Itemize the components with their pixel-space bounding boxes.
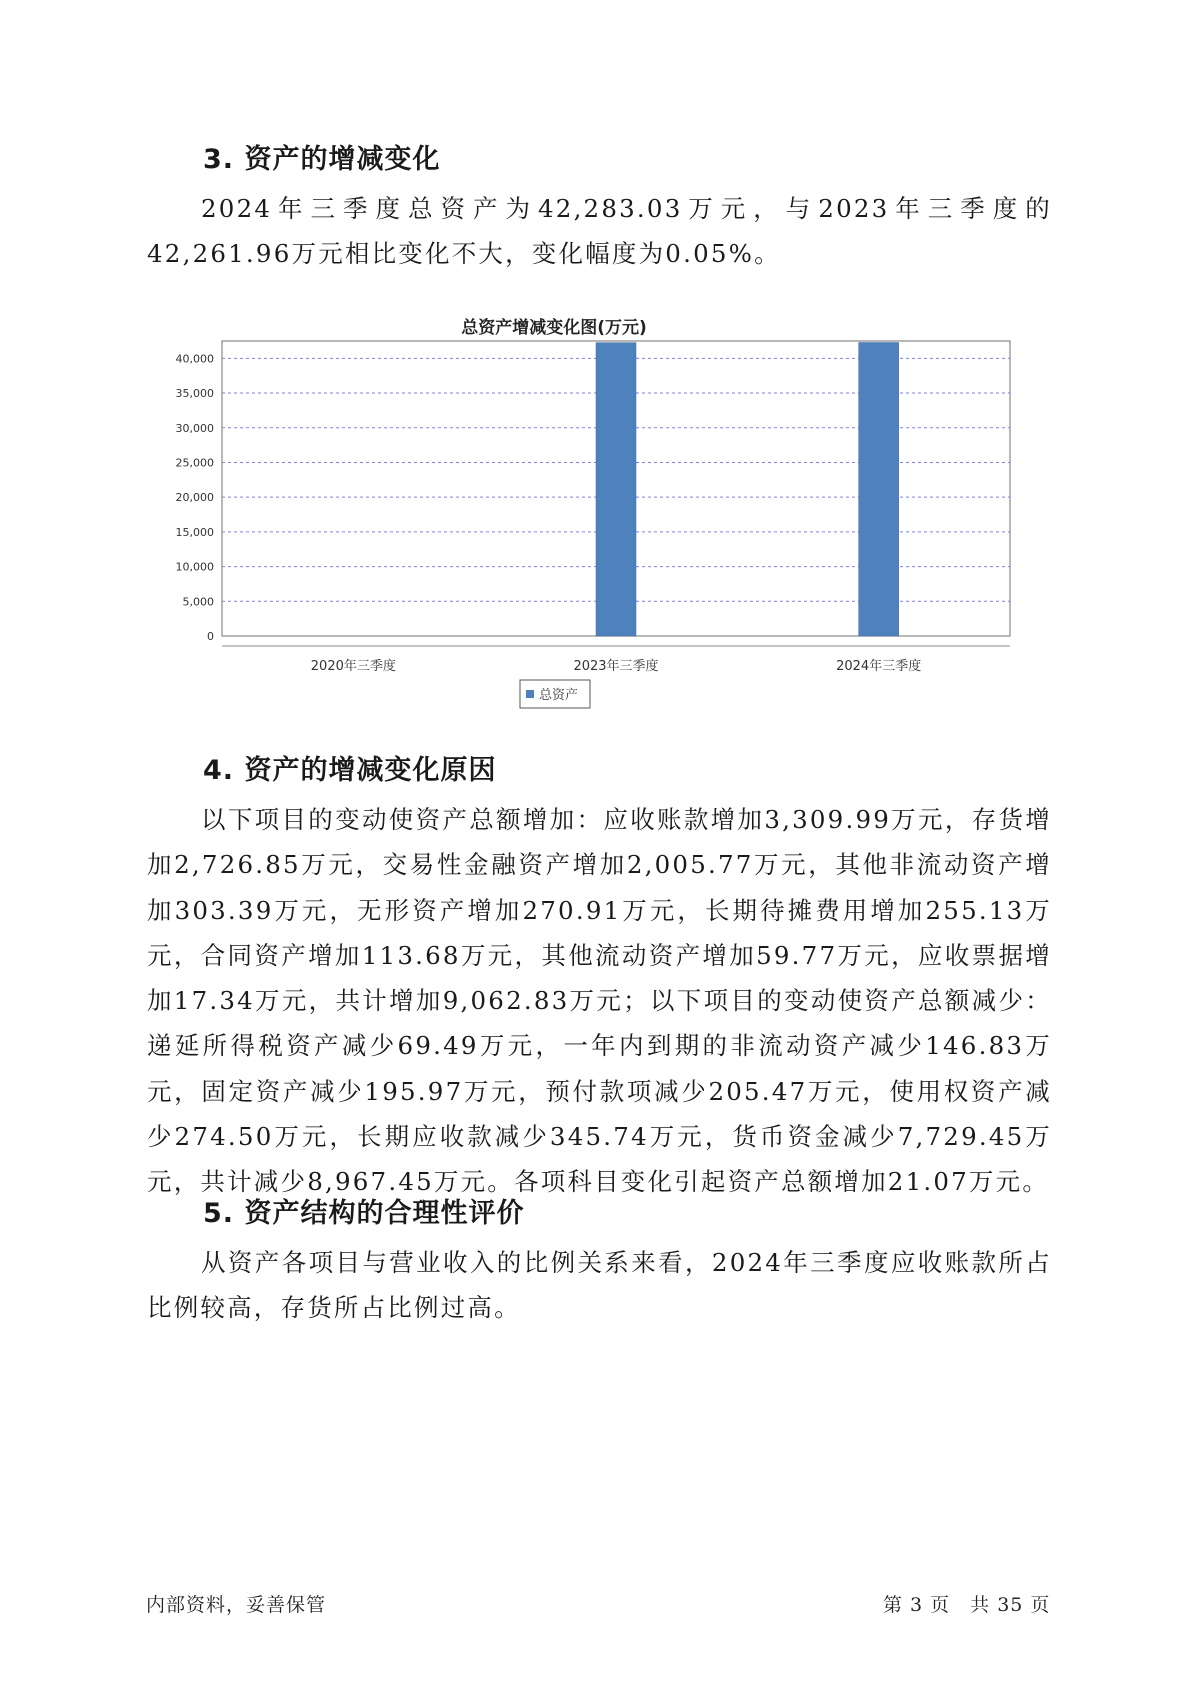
paragraph-change-reasons: 以下项目的变动使资产总额增加：应收账款增加3,309.99万元，存货增加2,726.85万元，交易性金融资产增加2,005.77万元，其他非流动资产增加303.39万元，无形资产增加270.91万元，长期待摊费用增加255.13万元，合同资产增加113.68万元，其他流动资产增加59.77万元，应收票据增加17.34万元，共计增加9,062.83万元；以下项目的变动使资产总额减少：递延所得税资产减少69.49万元，一年内到期的非流动资产减少146.83万元，固定资产减少195.97万元，预付款项减少205.47万元，使用权资产减少274.50万元，长期应收款减少345.74万元，货币资金减少7,729.45万元，共计减少8,967.45万元。各项科目变化引起资产总额增加21.07万元。 — [147, 805, 1052, 1197]
footer-confidential-note: 内部资料，妥善保管 — [146, 1594, 327, 1616]
chart-legend — [520, 680, 590, 708]
y-tick-label: 40,000 — [175, 352, 214, 366]
y-tick-label: 30,000 — [175, 421, 214, 435]
chart-title: 总资产增减变化图(万元) — [461, 318, 647, 338]
x-tick-label: 2023年三季度 — [573, 659, 659, 674]
y-tick-label: 25,000 — [175, 456, 214, 470]
y-tick-label: 35,000 — [175, 387, 214, 401]
legend-label: 总资产 — [539, 688, 579, 703]
legend-swatch — [526, 690, 534, 698]
y-tick-label: 0 — [207, 630, 214, 643]
y-tick-label: 20,000 — [175, 491, 214, 505]
section-heading-asset-change: 3. 资产的增减变化 — [203, 144, 441, 175]
paragraph-structure-evaluation: 从资产各项目与营业收入的比例关系来看，2024年三季度应收账款所占比例较高，存货所占比例过高。 — [147, 1248, 1052, 1323]
section-heading-change-reasons: 4. 资产的增减变化原因 — [203, 755, 497, 786]
total-assets-chart — [150, 318, 1030, 768]
chart-svg — [150, 318, 1030, 768]
x-tick-label: 2020年三季度 — [310, 659, 396, 674]
x-tick-label: 2024年三季度 — [836, 659, 922, 674]
y-tick-label: 10,000 — [175, 560, 214, 574]
bar — [596, 343, 636, 636]
footer-page-number: 第 3 页 共 35 页 — [883, 1594, 1051, 1616]
y-tick-label: 5,000 — [182, 595, 214, 609]
section-heading-structure-evaluation: 5. 资产结构的合理性评价 — [203, 1198, 525, 1229]
y-tick-label: 15,000 — [175, 525, 214, 539]
bar — [859, 343, 899, 636]
paragraph-asset-change: 2024年三季度总资产为42,283.03万元，与2023年三季度的42,261.96万元相比变化不大，变化幅度为0.05%。 — [147, 194, 1052, 269]
